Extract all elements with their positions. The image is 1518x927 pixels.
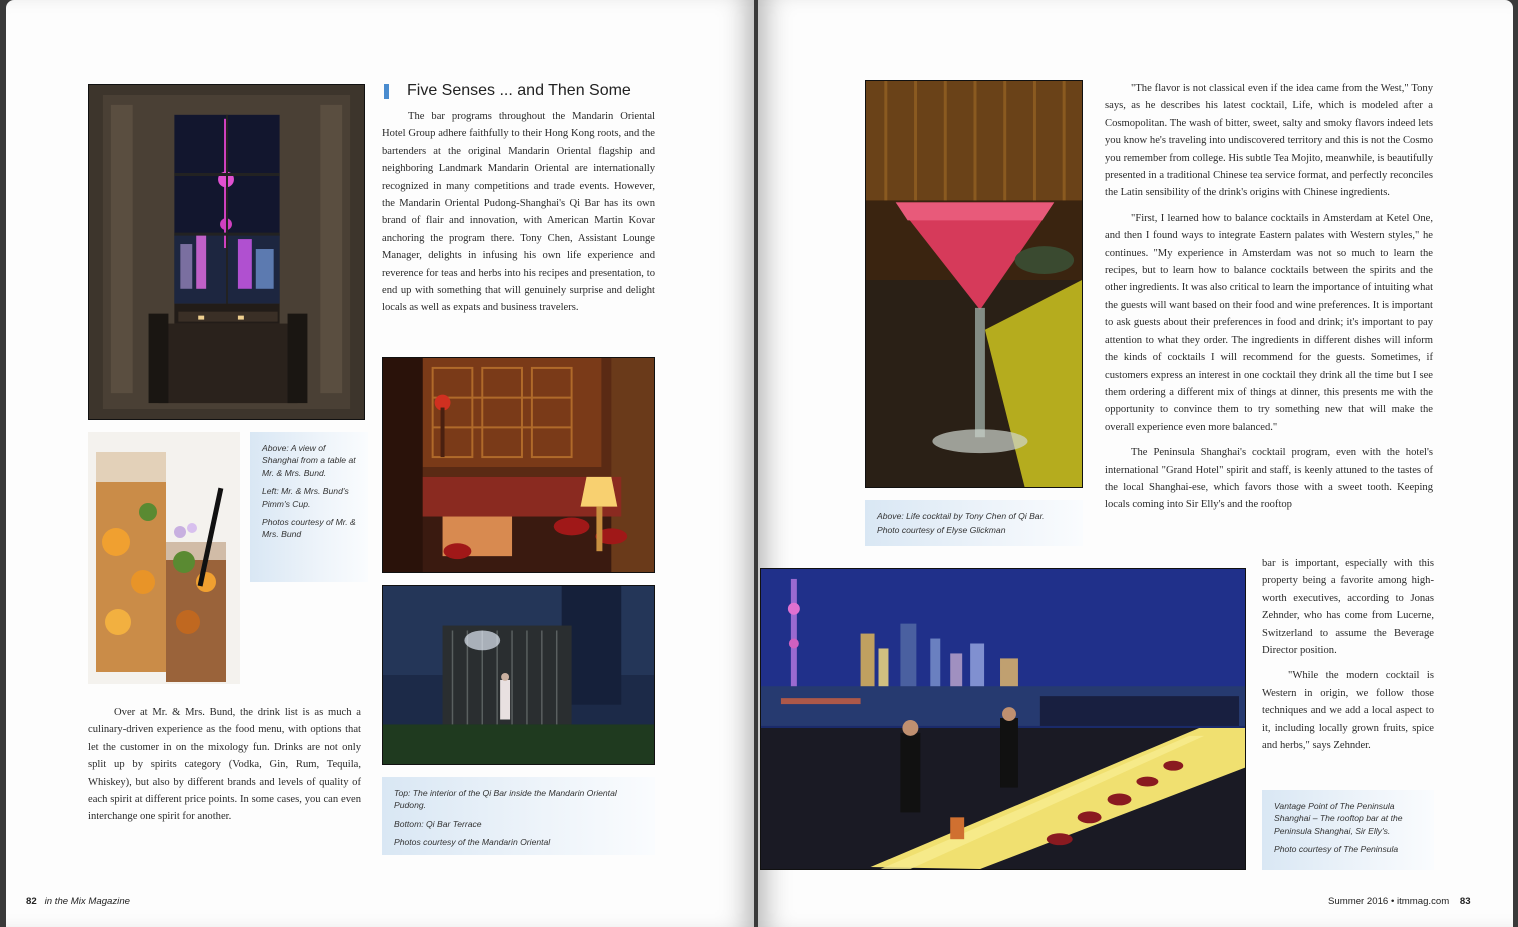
paragraph-zehnder-quote: "While the modern cocktail is Western in origin, we follow those techniques and we add a local aspect to it, including locally grown fruits, spice and herbs," says Zehnder. (1262, 670, 1434, 752)
caption-life-line-1: Above: Life cocktail by Tony Chen of Qi Bar. (877, 511, 1045, 521)
left-page (6, 0, 754, 927)
photo-life-cocktail (865, 80, 1083, 488)
section-heading (384, 82, 631, 100)
caption-qi-line-2: Bottom: Qi Bar Terrace (394, 818, 482, 829)
caption-life-cocktail (865, 500, 1083, 546)
paragraph-peninsula-start: The Peninsula Shanghai's cocktail program, even with the hotel's international "Grand Hotel" spirit and staff, is keenly attuned to the tastes of the local Shanghai-ese, which favors those with a sweet tooth. Keeping locals coming into Sir Elly's and the rooftop (1105, 447, 1433, 511)
page-number-left: 82 (26, 896, 37, 907)
caption-bund-line-3: Photos courtesy of Mr. & Mrs. Bund (262, 517, 356, 540)
accent-bar (384, 84, 389, 99)
intro-paragraph: The bar programs throughout the Mandarin Oriental Hotel Group adhere faithfully to their Hong Kong roots, and the bartenders at the original Mandarin Oriental flagship and neighboring Landmark Mandarin Oriental are internationally recognized in many competitions and trade events. However, the Mandarin Oriental Pudong-Shanghai's Qi Bar has its own brand of flair and innovation, with American Martin Kovar anchoring the program there. Tony Chen, Assistant Lounge Manager, delights in infusing his own life experience and reverence for teas and herbs into his recipes and presentation, to end up with something that will genuinely surprise and delight locals as well as expats and business travelers. (382, 111, 655, 314)
right-page (758, 0, 1513, 927)
photo-peninsula-rooftop-bar (760, 568, 1246, 870)
bund-paragraph-column (88, 704, 361, 834)
paragraph-amsterdam: "First, I learned how to balance cocktails in Amsterdam at Ketel One, and then I found ways to integrate Eastern palates with Western styles," he continues. "My experience in Amsterdam was not so much to learn the recipes, but to learn how to balance cocktails between the spirits and the other ingredients. It was also critical to learn the importance of intuiting what the guests will want based on their food and wine preferences. It is important to ask guests about their preferences in food and drink; it's important to pay attention to what they order. The ingredients in different dishes will inform the kinds of cocktails I will recommend for the guests. Sometimes, if customers express an interest in one cocktail they drink all the time but I see them ordering a different mix of things at dinner, this presents me with the opportunity to convince them to try something new that will make the overall experience even more balanced." (1105, 212, 1434, 433)
bund-paragraph: Over at Mr. & Mrs. Bund, the drink list is as much a culinary-driven experience as the food menu, with options that let the customer in on the mixology fun. Drinks are not only split up by spirits category (Vodka, Gin, Rum, Tequila, Whiskey), but also by different brands and levels of quality of each spirit at different price points. In some cases, you can even interchange one spirit for another. (88, 707, 361, 823)
caption-mr-mrs-bund (250, 432, 368, 582)
website: itmmag.com (1396, 896, 1450, 907)
photo-shanghai-window-view (88, 84, 365, 420)
photo-qi-bar-terrace (382, 585, 655, 765)
caption-bund-line-1: Above: A view of Shanghai from a table at Mr. & Mrs. Bund. (262, 443, 356, 478)
photo-pimms-cup (88, 432, 240, 684)
caption-bund-line-2: Left: Mr. & Mrs. Bund's Pimm's Cup. (262, 486, 349, 509)
folio-right (1328, 896, 1471, 907)
caption-life-line-2: Photo courtesy of Elyse Glickman (877, 525, 1006, 536)
caption-peninsula-line-1: Vantage Point of The Peninsula Shanghai – The rooftop bar at the Peninsula Shanghai, Sir Elly's. (1274, 801, 1403, 836)
caption-qi-line-3: Photos courtesy of the Mandarin Oriental (394, 837, 551, 848)
right-text-column-top (1105, 80, 1433, 514)
caption-peninsula-line-2: Photo courtesy of The Peninsula (1274, 844, 1399, 855)
caption-qi-line-1: Top: The interior of the Qi Bar inside the Mandarin Oriental Pudong. (394, 788, 617, 811)
paragraph-peninsula-end: bar is important, especially with this property being a favorite among high-worth executives, according to Jonas Zehnder, who has come from Lucerne, Switzerland to assume the Beverage Director position. (1262, 558, 1434, 657)
section-title: Five Senses ... and Then Some (407, 82, 631, 99)
photo-qi-bar-interior (382, 357, 655, 573)
magazine-title: in the Mix Magazine (44, 896, 130, 907)
folio-separator: • (1390, 896, 1395, 907)
page-number-right: 83 (1459, 896, 1471, 907)
folio-left (26, 896, 130, 907)
right-text-column-bottom (1262, 555, 1434, 762)
caption-peninsula (1262, 790, 1434, 870)
intro-paragraph-column (382, 108, 655, 325)
issue-date: Summer 2016 (1328, 896, 1389, 907)
caption-qi-bar (382, 777, 655, 855)
paragraph-flavor: "The flavor is not classical even if the idea came from the West," Tony says, as he describes his latest cocktail, Life, which is modeled after a Cosmopolitan. The wash of bitter, sweet, salty and smoky flavors indeed lets you know he's traveling into undiscovered territory and this is not the Cosmo you remember from college. His subtle Tea Mojito, meanwhile, is beautifully presented in a traditional Chinese tea service format, and perfectly reconciles the Latin sensibility of the drink's origins with Chinese ingredients. (1105, 83, 1433, 199)
